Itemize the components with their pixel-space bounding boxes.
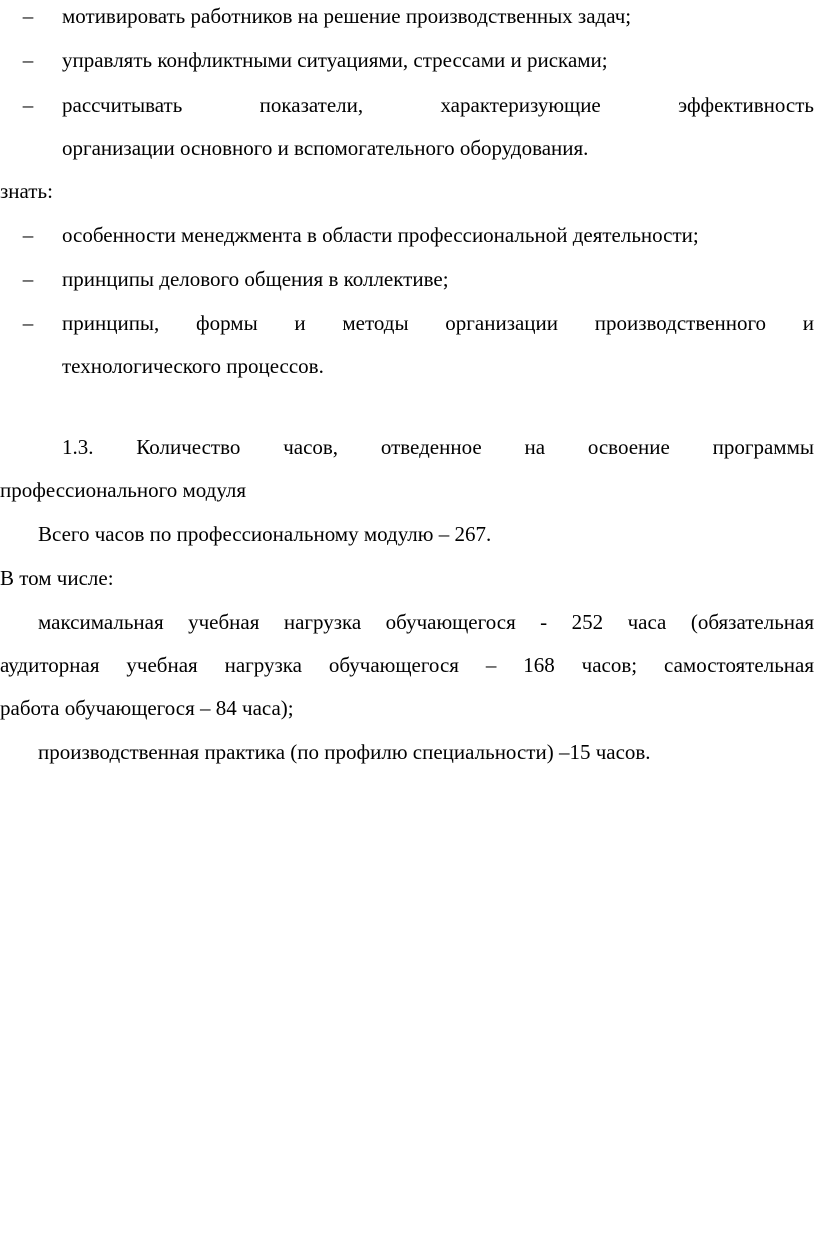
list-dash: –	[22, 267, 34, 291]
list-dash: –	[22, 223, 34, 247]
max-load-text: максимальная учебная нагрузка обучающегося - 252 часа (обязательная	[38, 610, 814, 634]
list-item: рассчитывать показатели, характеризующие эффективность	[62, 93, 814, 117]
practice-hours: производственная практика (по профилю специальности) –15 часов.	[38, 740, 651, 764]
max-load-text: аудиторная учебная нагрузка обучающегося – 168 часов; самостоятельная	[0, 653, 814, 677]
list-item-continuation: организации основного и вспомогательного оборудования.	[62, 136, 589, 160]
list-dash: –	[22, 4, 34, 28]
total-hours: Всего часов по профессиональному модулю – 267.	[38, 522, 492, 546]
know-heading: знать:	[0, 179, 53, 203]
list-dash: –	[22, 48, 34, 72]
list-item: принципы, формы и методы организации производственного и	[62, 311, 814, 335]
list-dash: –	[22, 93, 34, 117]
section-heading-continuation: профессионального модуля	[0, 478, 247, 502]
including-label: В том числе:	[0, 566, 114, 590]
list-item: управлять конфликтными ситуациями, стрессами и рисками;	[62, 48, 608, 72]
list-item: принципы делового общения в коллективе;	[62, 267, 449, 291]
list-dash: –	[22, 311, 34, 335]
max-load-text: работа обучающегося – 84 часа);	[0, 696, 294, 720]
section-heading: 1.3. Количество часов, отведенное на освоение программы	[62, 435, 814, 459]
list-item-continuation: технологического процессов.	[62, 354, 324, 378]
list-item: мотивировать работников на решение производственных задач;	[62, 4, 632, 28]
list-item: особенности менеджмента в области профессиональной деятельности;	[62, 223, 699, 247]
